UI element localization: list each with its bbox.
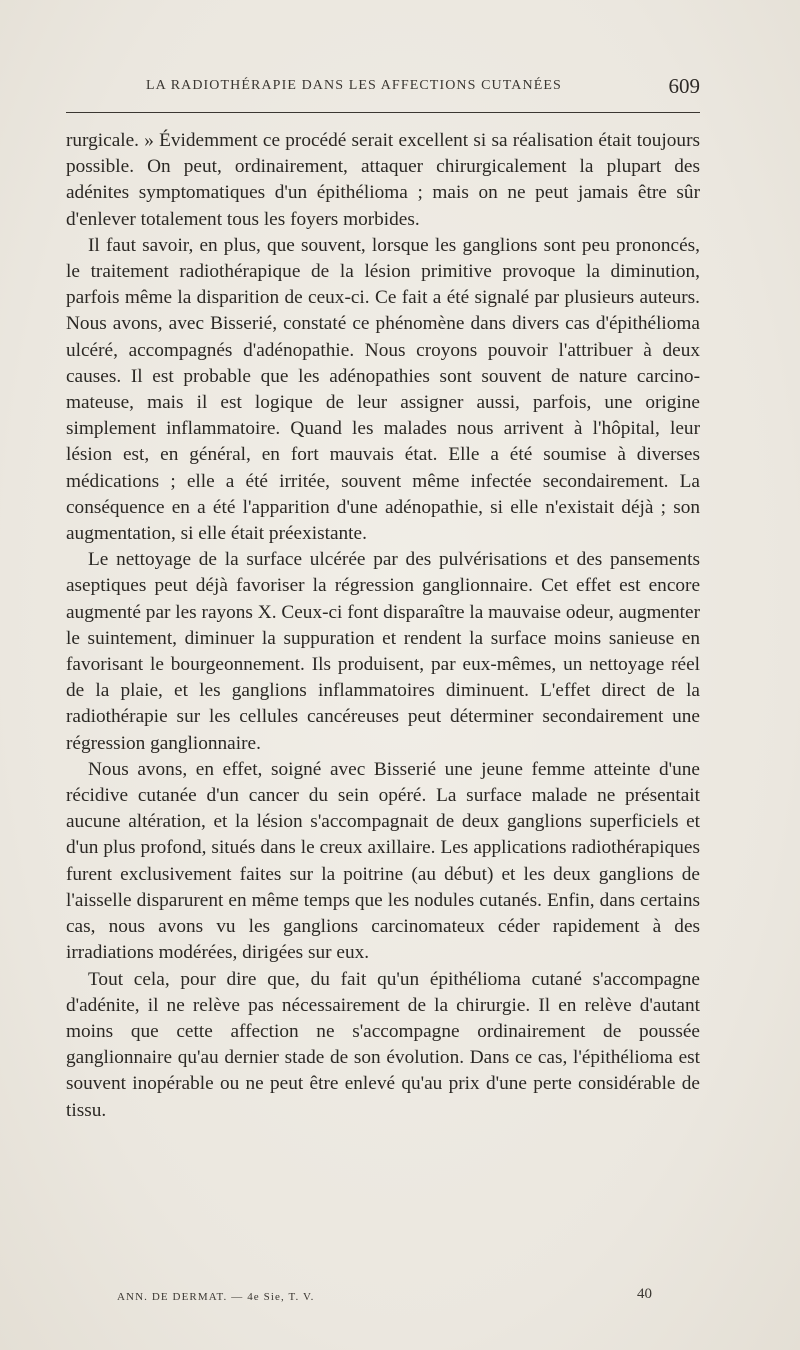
- page-number: 609: [668, 74, 700, 98]
- running-title: LA RADIOTHÉRAPIE DANS LES AFFECTIONS CUTANÉES: [146, 78, 562, 93]
- paragraph-2: Il faut savoir, en plus, que souvent, lorsque les ganglions sont peu prononcés, le traitement radiothérapique de la lésion primitive provoque la diminution, parfois même la disparition de ceux-ci. Ce fait a été signalé par plusieurs auteurs. Nous avons, avec Bisserié, constaté ce phénomène dans divers cas d'épithélioma ulcéré, accompagnés d'adénopathie. Nous croyons pouvoir l'attribuer à deux causes. Il est probable que les adénopathies sont souvent de nature carcinomateuse, mais il est logique de leur assigner aussi, parfois, une origine simplement inflammatoire. Quand les malades nous arrivent à l'hôpital, leur lésion est, en général, en fort mauvais état. Elle a été soumise à diverses médications ; elle a été irritée, souvent même infectée secondairement. La conséquence en a été l'apparition d'une adénopathie, si elle n'existait déjà ; son augmentation, si elle était préexistante.: [66, 234, 700, 545]
- header-rule: [66, 112, 700, 113]
- paragraph-3: Le nettoyage de la surface ulcérée par des pulvérisations et des pansements aseptiques peut déjà favoriser la régression ganglionnaire. Cet effet est encore augmenté par les rayons X. Ceux-ci font disparaître la mauvaise odeur, augmenter le suintement, diminuer la suppuration et rendent la surface moins sanieuse en favorisant le bourgeonnement. Ils produisent, par eux-mêmes, un nettoyage réel de la plaie, et les ganglions inflammatoires diminuent. L'effet direct de la radiothérapie sur les cellules cancéreuses peut déterminer secondairement une régression ganglionnaire.: [66, 549, 700, 754]
- footer-sheet-number: 40: [637, 1286, 652, 1302]
- paragraph-4: Nous avons, en effet, soigné avec Bisserié une jeune femme atteinte d'une récidive cutanée d'un cancer du sein opéré. La surface malade ne présentait aucune altération, et la lésion s'accompagnait de deux ganglions superficiels et d'un plus profond, situés dans le creux axillaire. Les applications radiothérapiques furent exclusivement faites sur la poitrine (au début) et les deux ganglions de l'aisselle disparurent en même temps que les nodules cutanés. Enfin, dans certains cas, nous avons vu les ganglions carcinomateux céder rapidement à des irradiations modérées, dirigées sur eux.: [66, 758, 700, 964]
- footer-signature: ANN. DE DERMAT. — 4e Sie, T. V.: [117, 1291, 315, 1303]
- paragraph-5: Tout cela, pour dire que, du fait qu'un épithélioma cutané s'accompagne d'adénite, il ne relève pas nécessairement de la chirurgie. Il en relève d'autant moins que cette affection ne s'accompagne ordinairement de poussée ganglionnaire qu'au dernier stade de son évolution. Dans ce cas, l'épithélioma est souvent inopérable ou ne peut être enlevé qu'au prix d'une perte considérable de tissu.: [66, 968, 700, 1121]
- body-text: [66, 128, 700, 1124]
- page-footer: [117, 1286, 700, 1310]
- paragraph-1: rurgicale. » Évidemment ce procédé serait excellent si sa réalisation était toujours possible. On peut, ordinairement, attaquer chirurgicalement la plupart des adénites symptomatiques d'un épithélioma ; mais on ne peut jamais être sûr d'enlever totalement tous les foyers morbides.: [66, 130, 700, 230]
- running-header: [66, 74, 700, 104]
